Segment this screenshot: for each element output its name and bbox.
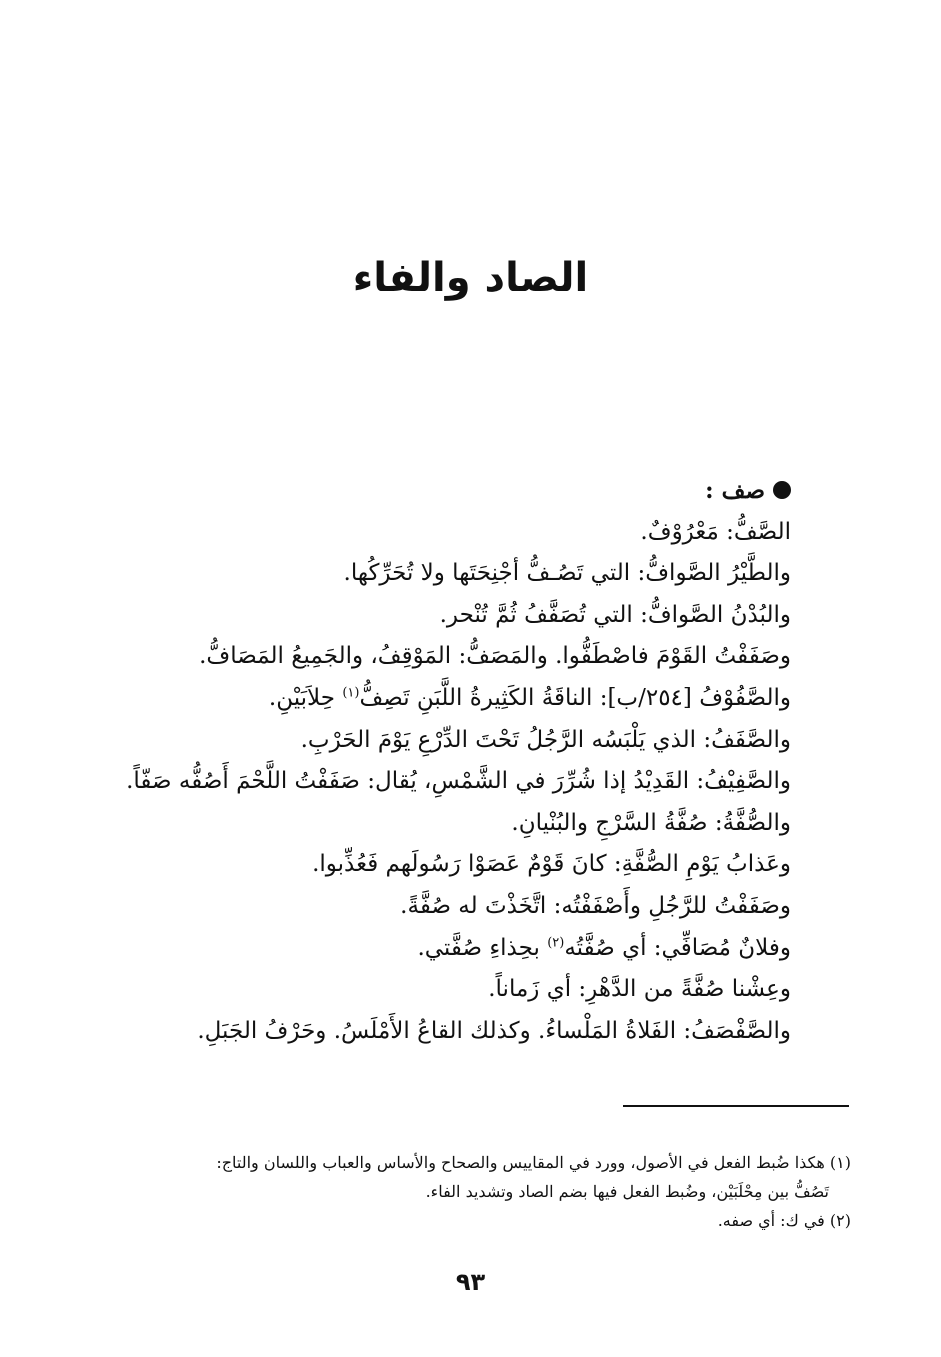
bullet-icon	[773, 481, 791, 499]
entry-text: وصَفَفْتُ القَوْمَ فاصْطَفُّوا. والمَصَفُّ: المَوْقِفُ، والجَمِيعُ المَصَافُّ.	[199, 643, 791, 670]
footnote-1: (١) هكذا ضُبط الفعل في الأصول، وورد في المقاييس والصحاح والأساس والعباب واللسان والتاج:	[216, 1153, 851, 1172]
entry-line	[91, 761, 791, 803]
footnote-ref: (١)	[342, 685, 360, 701]
entry-line	[91, 553, 791, 595]
entry-line	[91, 886, 791, 928]
entry-text: والصَّفَفُ: الذي يَلْبَسُه الرَّجُلُ تَحْتَ الدِّرْعِ يَوْمَ الحَرْبِ.	[300, 726, 791, 753]
entry-text: والبُدْنُ الصَّوافُّ: التي تُصَفَّفُ ثُمَّ تُنْحر.	[439, 601, 791, 628]
entry-line	[91, 928, 791, 970]
root-heading	[91, 470, 791, 512]
entry-line	[91, 512, 791, 554]
entry-line	[91, 844, 791, 886]
footnote-divider	[623, 1105, 849, 1107]
footnotes	[91, 1148, 851, 1235]
entry-text: وصَفَفْتُ للرَّجُلِ وأَصْفَفْتُه: اتَّخَذْتَ له صُفَّةً.	[400, 892, 791, 919]
entry-text: وعِشْنا صُفَّةً من الدَّهْرِ: أي زَماناً.	[488, 976, 791, 1003]
entry-line	[91, 595, 791, 637]
entry-line	[91, 678, 791, 720]
entry-text: والصَّفْصَفُ: الفَلاةُ المَلْساءُ. وكذلك القاعُ الأَمْلَسُ. وحَرْفُ الجَبَلِ.	[197, 1017, 791, 1044]
dictionary-entries	[91, 470, 791, 1052]
entry-text: وعَذابُ يَوْمِ الصُّفَّةِ: كانَ قَوْمٌ عَصَوْا رَسُولَهم فَعُذِّبوا.	[312, 851, 791, 878]
footnote-ref: (٢)	[547, 934, 565, 950]
entry-line	[91, 636, 791, 678]
entry-text: حِلاَبَيْنِ.	[268, 684, 343, 711]
entry-text: والصَّفُوْفُ [٢٥٤/ب]: الناقَةُ الكَثِيرةُ اللَّبَنِ تَصِفُّ	[359, 684, 791, 711]
entry-line	[91, 803, 791, 845]
footnote-2: (٢) في ك: أي صفه.	[717, 1211, 851, 1230]
entry-text: والصَّفِيْفُ: القَدِيْدُ إذا شُرِّرَ في الشَّمْسِ، يُقال: صَفَفْتُ اللَّحْمَ أَصُفُّه صَفّاً.	[126, 768, 791, 795]
chapter-title: الصاد والفاء	[352, 255, 589, 301]
entry-line	[91, 720, 791, 762]
entry-text: والصُّفَّةُ: صُفَّةُ السَّرْجِ والبُنْيانِ.	[511, 809, 791, 836]
entry-text: بحِذاءِ صُفَّتي.	[417, 934, 548, 961]
entry-text: وفلانٌ مُصَافِّي: أي صُفَّتُه	[564, 934, 791, 961]
entry-line	[91, 969, 791, 1011]
root-heading-text: صف :	[705, 477, 765, 504]
entry-line	[91, 1011, 791, 1053]
page-number: ٩٣	[455, 1268, 486, 1296]
entry-text: الصَّفُّ: مَعْرُوْفٌ.	[640, 518, 791, 545]
entry-text: والطَّيْرُ الصَّوافُّ: التي تَصُـفُّ أجْنِحَتَها ولا تُحَرِّكُها.	[343, 560, 791, 587]
footnote-1-continued: تَصُفُّ بين مِحْلَبَيْن، وضُبط الفعل فيها بضم الصاد وتشديد الفاء.	[425, 1182, 829, 1201]
